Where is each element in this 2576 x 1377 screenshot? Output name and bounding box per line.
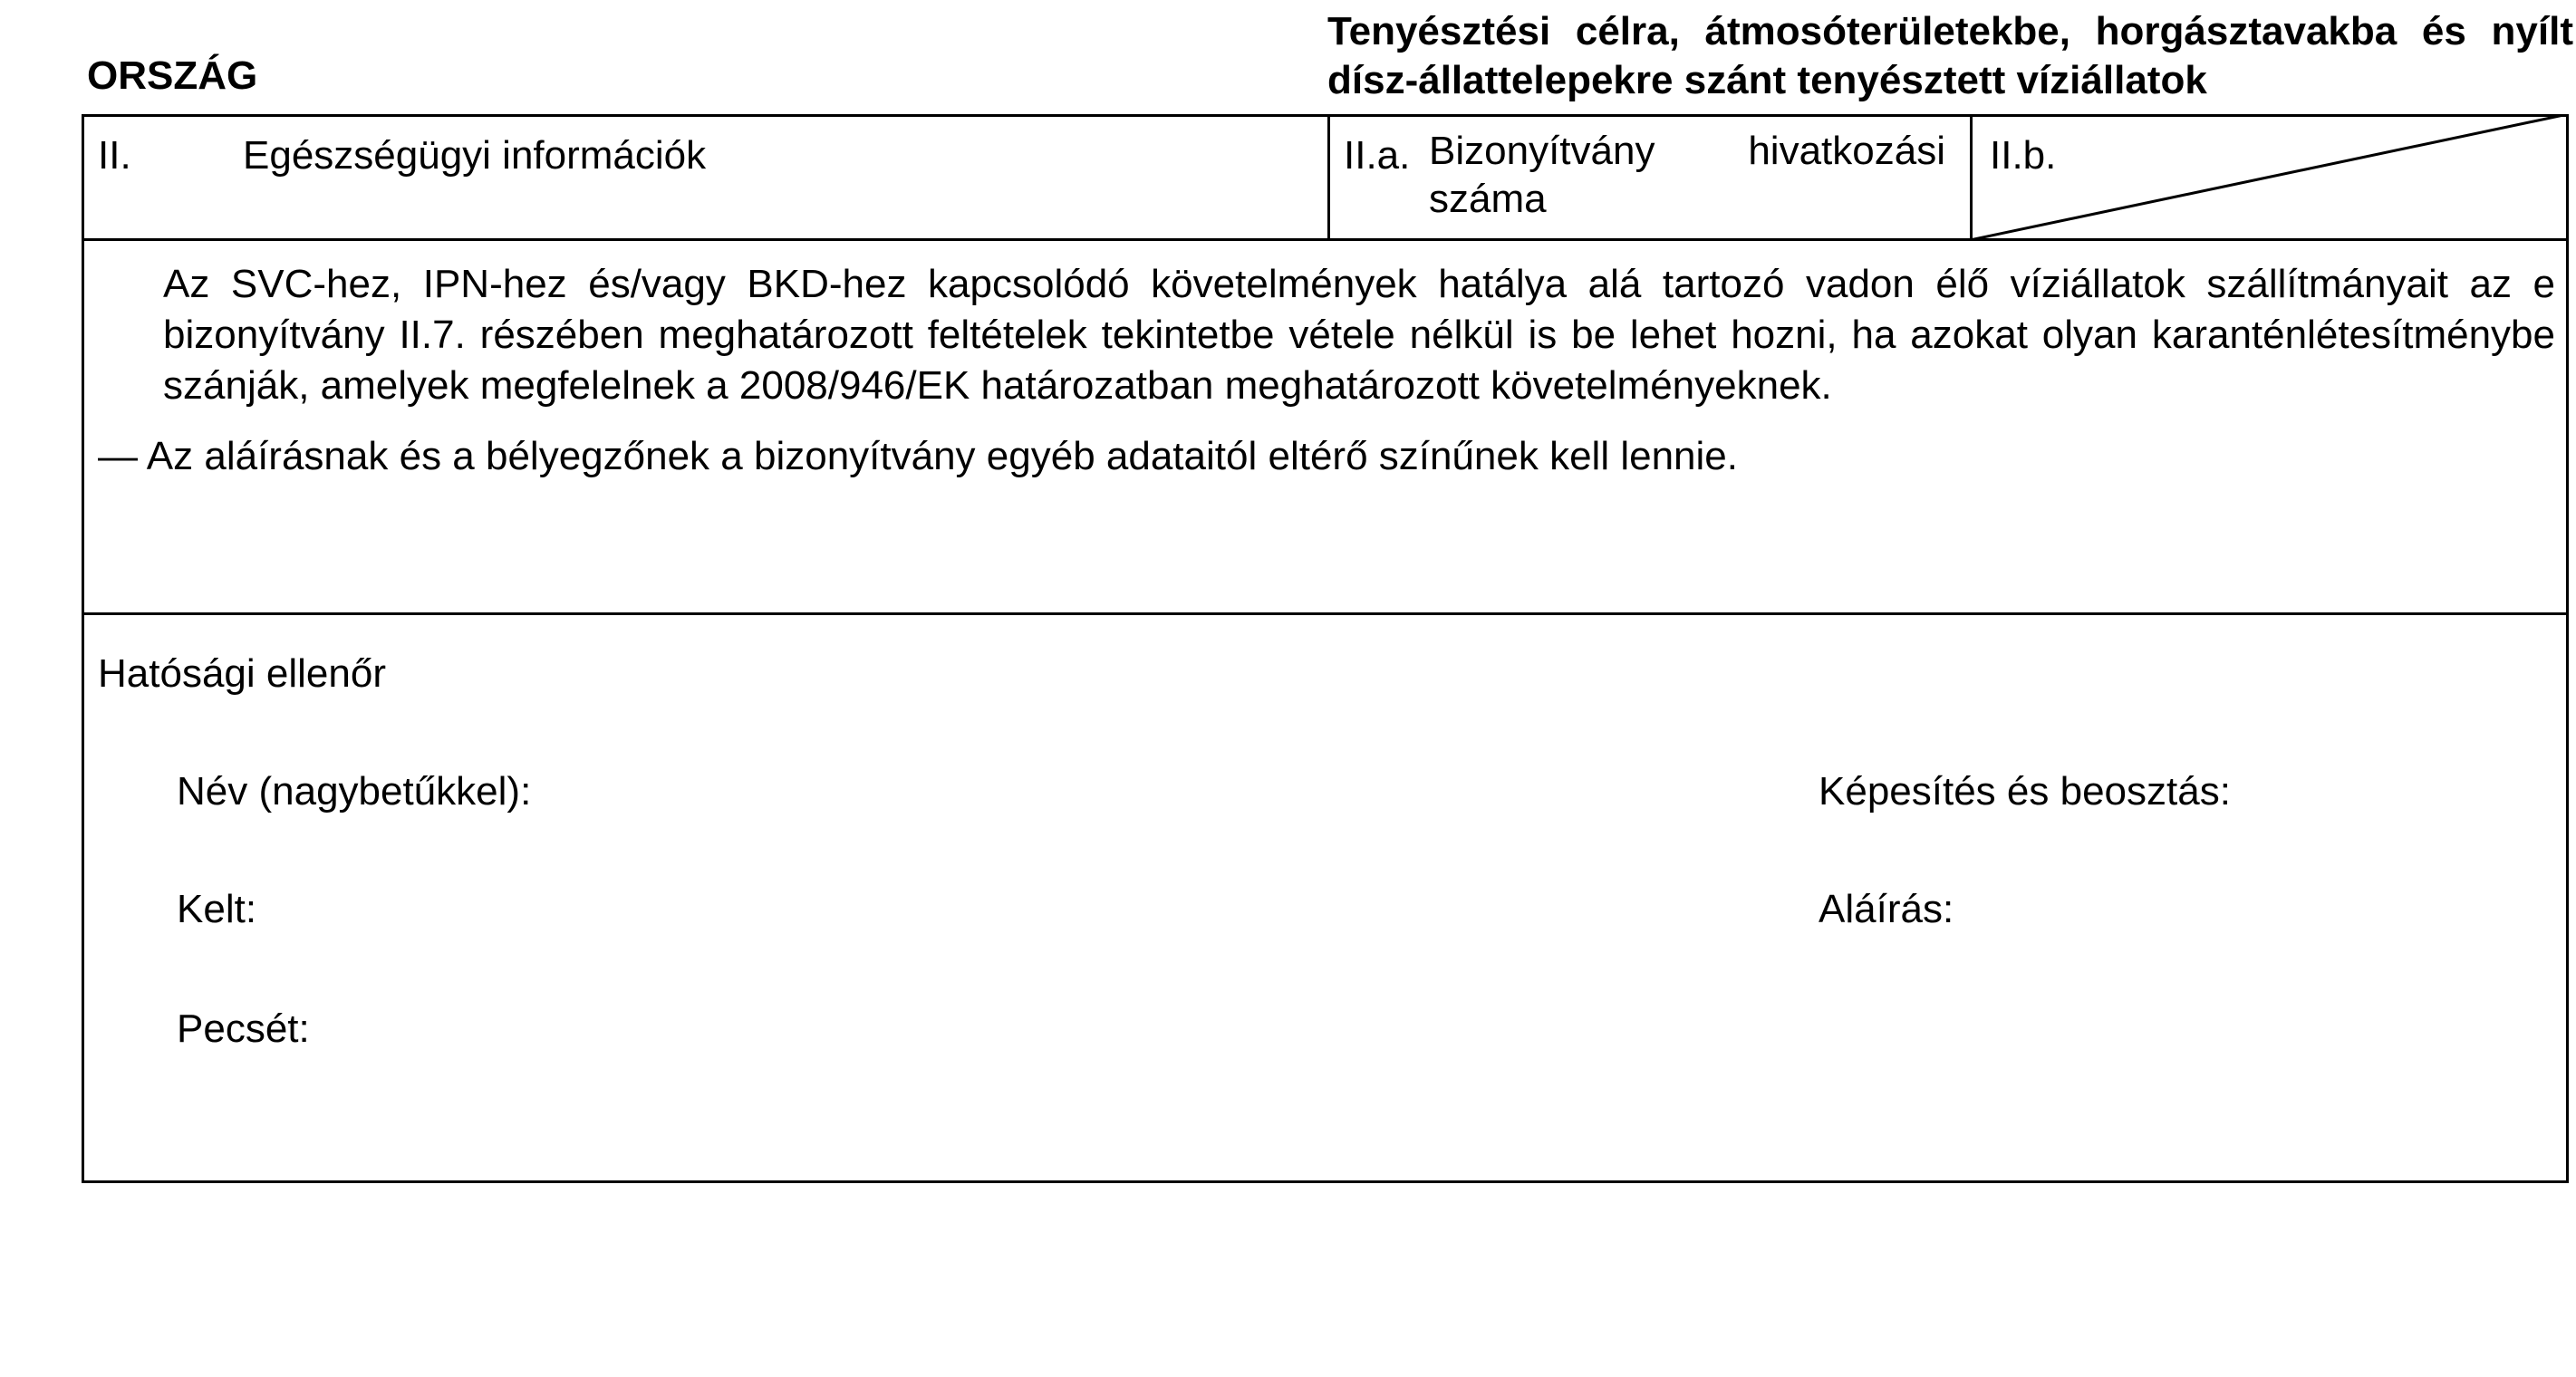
section-divider: [82, 612, 2569, 615]
section-number: II.: [98, 133, 131, 178]
crossed-out-cell: [1970, 114, 2569, 241]
color-note: — Az aláírásnak és a bélyegzőnek a bizonyítvány egyéb adataitól eltérő színűnek kell lennie.: [98, 434, 1738, 478]
name-label: Név (nagybetűkkel):: [177, 769, 532, 814]
date-label: Kelt:: [177, 887, 257, 931]
signature-label: Aláírás:: [1819, 887, 1954, 931]
body-paragraph: Az SVC-hez, IPN-hez és/vagy BKD-hez kapcsolódó követelmények hatálya alá tartozó vadon élő víziállatok szállítmányait az e bizonyítvány II.7. részében meghatározott feltételek tekintetbe vétele nélkül is be lehet hozni, ha azokat olyan karanténlétesítménybe szánják, amelyek megfelelnek a 2008/946/EK határozatban meghatározott követelményeknek.: [163, 262, 2555, 408]
country-label: ORSZÁG: [87, 53, 258, 98]
column-divider-a: [1327, 114, 1330, 240]
section-title: Egészségügyi információk: [243, 133, 707, 178]
document-title: Tenyésztési célra, átmosóterületekbe, horgásztavakba és nyílt dísz-állattelepekre szánt tenyésztett víziállatok: [1327, 9, 2573, 102]
cert-ref-label: II.a.: [1344, 133, 1411, 178]
stamp-label: Pecsét:: [177, 1006, 310, 1051]
official-inspector-heading: Hatósági ellenőr: [98, 651, 386, 696]
col-b-label: II.b.: [1990, 133, 2057, 178]
qualification-label: Képesítés és beosztás:: [1819, 769, 2231, 814]
cert-ref-text: Bizonyítvány hivatkozási száma: [1429, 129, 1945, 221]
